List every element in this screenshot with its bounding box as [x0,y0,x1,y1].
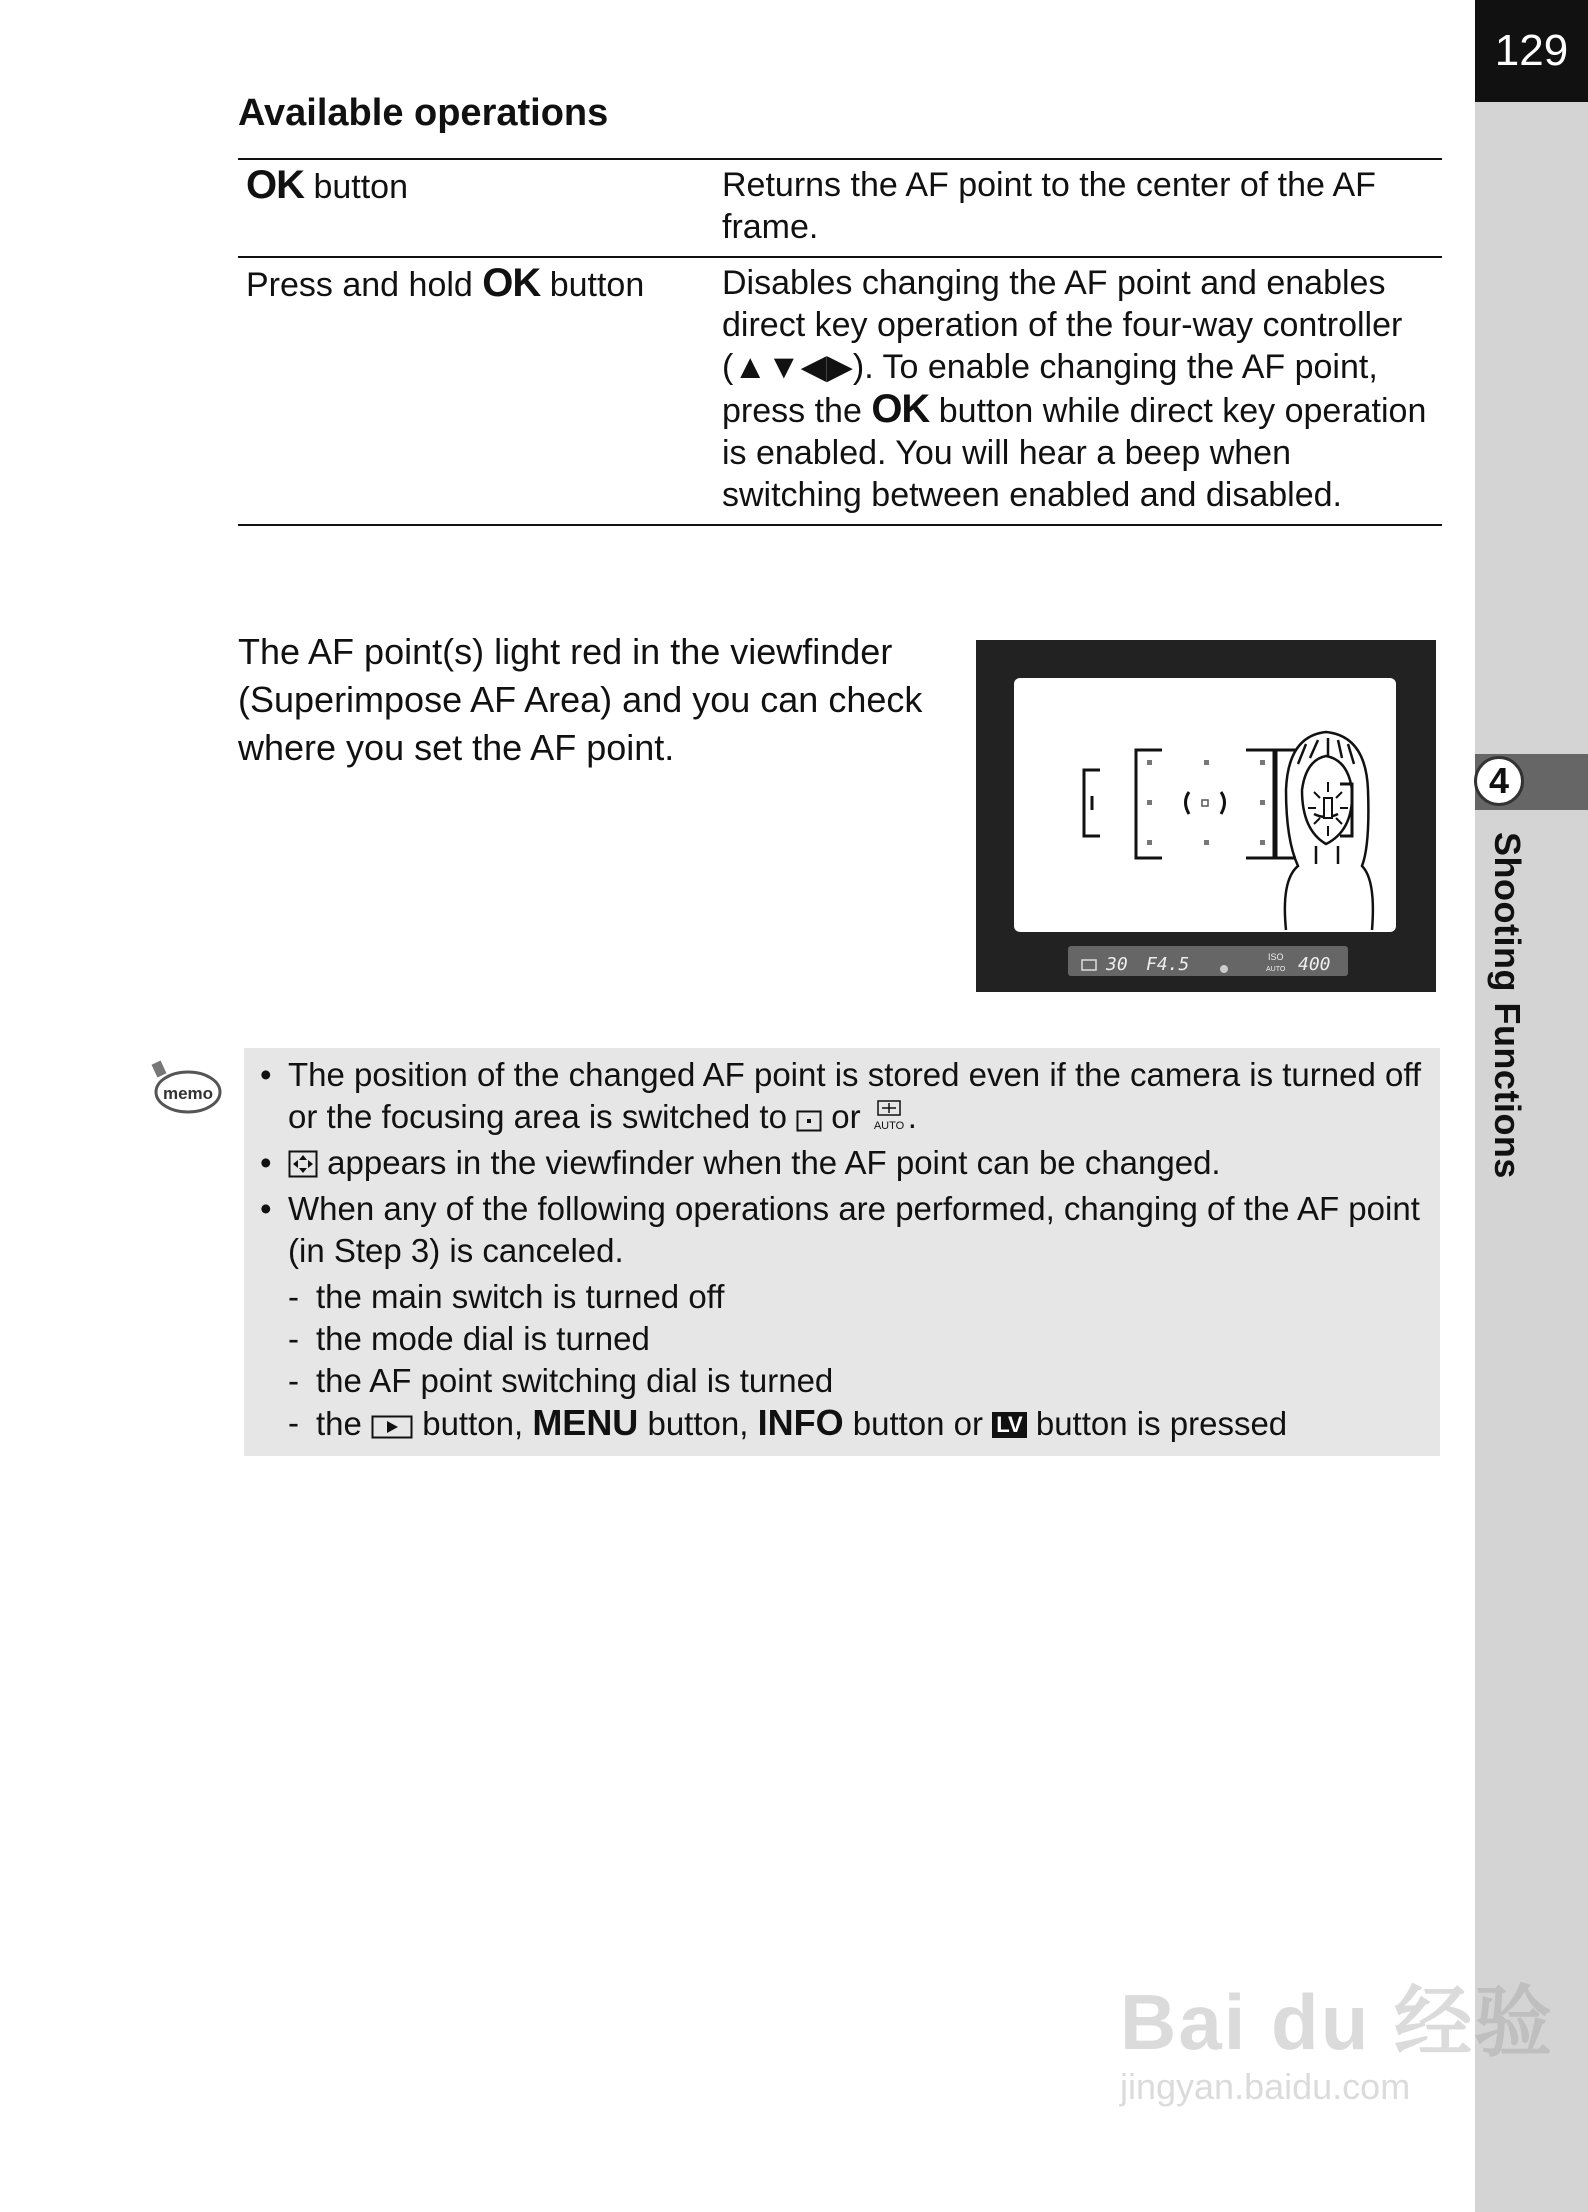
memo-icon [150,1058,222,1116]
sub-list-item: - the main switch is turned off [260,1276,1430,1318]
operation-key-text: Press and hold [246,266,483,304]
page-number: 129 [1475,0,1588,102]
viewfinder-iso-auto: AUTO [1266,966,1286,973]
viewfinder-illustration [976,640,1436,992]
sub-list-item: - the AF point switching dial is turned [260,1360,1430,1402]
viewfinder-aperture: F4.5 [1146,954,1190,975]
memo-text: button, [638,1405,758,1442]
watermark-url: jingyan.baidu.com [1120,2066,1411,2107]
sub-list-item [260,1402,1430,1445]
af-point-change-icon [288,1150,318,1178]
operation-description: Returns the AF point to the center of the AF frame. [722,166,1376,246]
table-row [238,257,1442,525]
svg-text:AUTO: AUTO [873,1120,904,1132]
ok-button-icon: OK [482,261,541,305]
list-item [260,1054,1430,1138]
watermark-logo-text: Bai du 经验 [1120,1978,1555,2066]
memo-text: appears in the viewfinder when the AF point can be changed. [318,1144,1221,1181]
description-text: button while direct key operation is enabled. You will hear a beep when switching between enabled and disabled. [722,392,1427,514]
memo-text: or [822,1098,870,1135]
list-item [260,1142,1430,1184]
ok-button-icon: OK [246,163,304,207]
auto-af-icon [870,1100,908,1132]
memo-text: button, [413,1405,533,1442]
ok-button-icon: OK [871,387,930,431]
playback-icon [371,1415,413,1439]
operation-key-text: button [304,168,408,206]
info-button-label: INFO [757,1402,844,1443]
table-row [238,159,1442,257]
viewfinder-iso-label: ISO [1268,952,1284,962]
watermark [1120,1960,1554,2108]
spot-af-icon [796,1110,822,1132]
chapter-title: Shooting Functions [1487,832,1528,1179]
section-heading: Available operations [238,92,609,134]
operation-key-text: button [540,266,645,304]
list-item [260,1188,1430,1272]
operation-description [714,257,1442,525]
menu-button-label: MENU [532,1402,639,1443]
memo-text: button is pressed [1026,1405,1288,1442]
viewfinder-iso-value: 400 [1298,954,1331,975]
memo-text: When any of the following operations are performed, changing of the AF point (in Step 3) is canceled. [288,1190,1420,1269]
description-text: Disables changing the AF point and enables direct key operation of the four-way controller (▲▼◀▶). To enable changing the AF point, press the [722,264,1403,430]
memo-text: . [907,1098,917,1135]
af-paragraph: The AF point(s) light red in the viewfinder (Superimpose AF Area) and you can check where you set the AF point. [238,631,923,768]
viewfinder-shutter: 30 [1106,954,1128,975]
memo-list [260,1054,1430,1445]
sub-list-item: - the mode dial is turned [260,1318,1430,1360]
lv-icon: LV [992,1412,1026,1438]
memo-text: The position of the changed AF point is stored even if the camera is turned off or the focusing area is switched to [288,1056,1422,1135]
operations-table [238,158,1442,526]
chapter-number: 4 [1474,756,1524,806]
operation-key [238,257,714,525]
memo-text: the [316,1405,372,1442]
svg-text:memo: memo [162,1084,214,1103]
operation-key [238,159,714,257]
memo-text: button or [843,1405,993,1442]
